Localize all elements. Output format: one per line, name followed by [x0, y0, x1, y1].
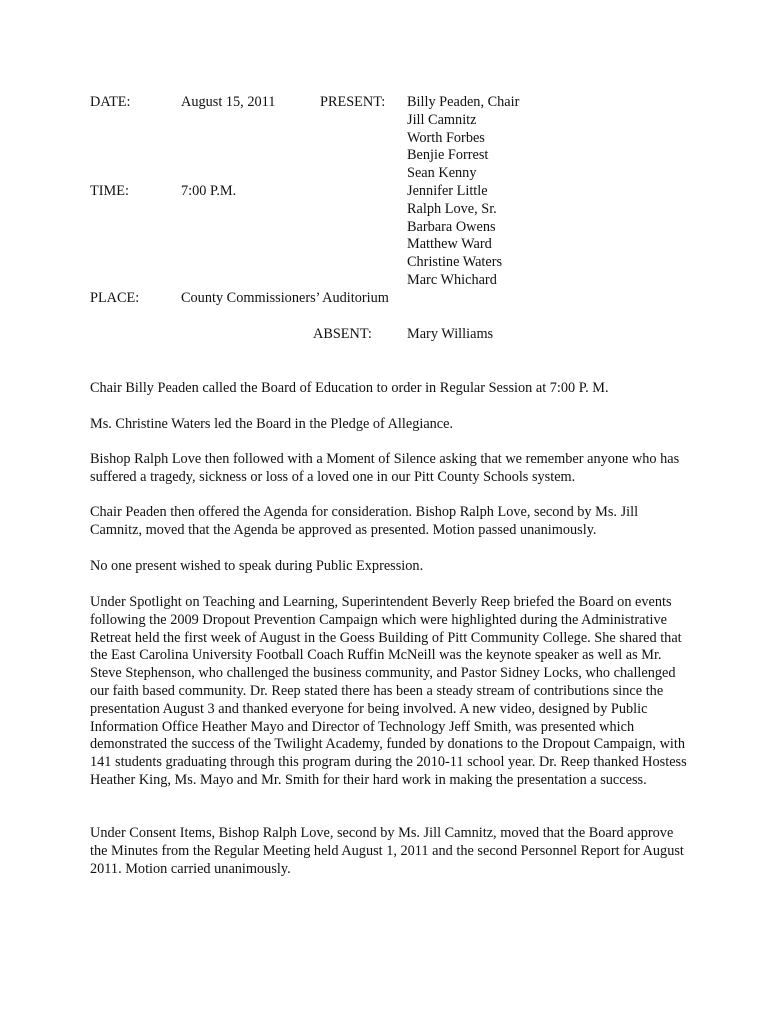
- paragraph-consent-items: Under Consent Items, Bishop Ralph Love, second by Ms. Jill Camnitz, moved that the Board approve the Minutes from the Regular Meeting held August 1, 2011 and the second Personnel Report for August 2011. Motion carried unanimously.: [90, 825, 684, 877]
- date-value: August 15, 2011: [181, 94, 276, 110]
- present-member: Benjie Forrest: [407, 147, 489, 164]
- place-label: PLACE:: [90, 290, 140, 306]
- present-member: Matthew Ward: [407, 236, 492, 253]
- present-member: Barbara Owens: [407, 218, 496, 235]
- present-member: Marc Whichard: [407, 271, 497, 288]
- absent-value: Mary Williams: [407, 326, 494, 342]
- paragraph-agenda: Chair Peaden then offered the Agenda for consideration. Bishop Ralph Love, second by Ms. Jill Camnitz, moved that the Agenda be approved as presented. Motion passed unanimously.: [90, 504, 639, 538]
- paragraph-spotlight: Under Spotlight on Teaching and Learning, Superintendent Beverly Reep briefed the Board on events following the 2009 Dropout Prevention Campaign which were highlighted during the Administrative Retreat held the first week of August in the Goess Building of Pitt Community College. She shared that the East Carolina University Football Coach Ruffin McNeill was the keynote speaker as well as Mr. Steve Stephenson, who challenged the business community, and Pastor Sidney Locks, who challenged our faith based community. Dr. Reep stated there has been a steady stream of contributions since the presentation August 3 and thanked everyone for being involved. A new video, designed by Public Information Office Heather Mayo and Director of Technology Jeff Smith, was presented which demonstrated the success of the Twilight Academy, funded by donations to the Dropout Campaign, with 141 students graduating through this program during the 2010-11 school year. Dr. Reep thanked Hostess Heather King, Ms. Mayo and Mr. Smith for their hard work in making the presentation a success.: [90, 594, 687, 788]
- present-label: PRESENT:: [320, 94, 386, 110]
- absent-label: ABSENT:: [313, 326, 372, 342]
- present-member: Jennifer Little: [407, 182, 488, 199]
- paragraph-moment-of-silence: Bishop Ralph Love then followed with a Moment of Silence asking that we remember anyone who has suffered a tragedy, sickness or loss of a loved one in our Pitt County Schools system.: [90, 451, 680, 485]
- present-members-list: [407, 94, 519, 290]
- present-member: Billy Peaden, Chair: [407, 94, 520, 110]
- present-member: Jill Camnitz: [407, 111, 477, 128]
- paragraph-call-to-order: Chair Billy Peaden called the Board of Education to order in Regular Session at 7:00 P. M.: [90, 380, 609, 396]
- place-value: County Commissioners’ Auditorium: [181, 290, 389, 306]
- time-label: TIME:: [90, 183, 129, 199]
- present-member: Worth Forbes: [407, 129, 485, 146]
- paragraph-public-expression: No one present wished to speak during Public Expression.: [90, 558, 424, 574]
- paragraph-pledge: Ms. Christine Waters led the Board in the Pledge of Allegiance.: [90, 416, 454, 432]
- present-member: Christine Waters: [407, 254, 503, 271]
- present-member: Ralph Love, Sr.: [407, 200, 497, 217]
- date-label: DATE:: [90, 94, 131, 110]
- time-value: 7:00 P.M.: [181, 183, 237, 199]
- present-member: Sean Kenny: [407, 165, 477, 182]
